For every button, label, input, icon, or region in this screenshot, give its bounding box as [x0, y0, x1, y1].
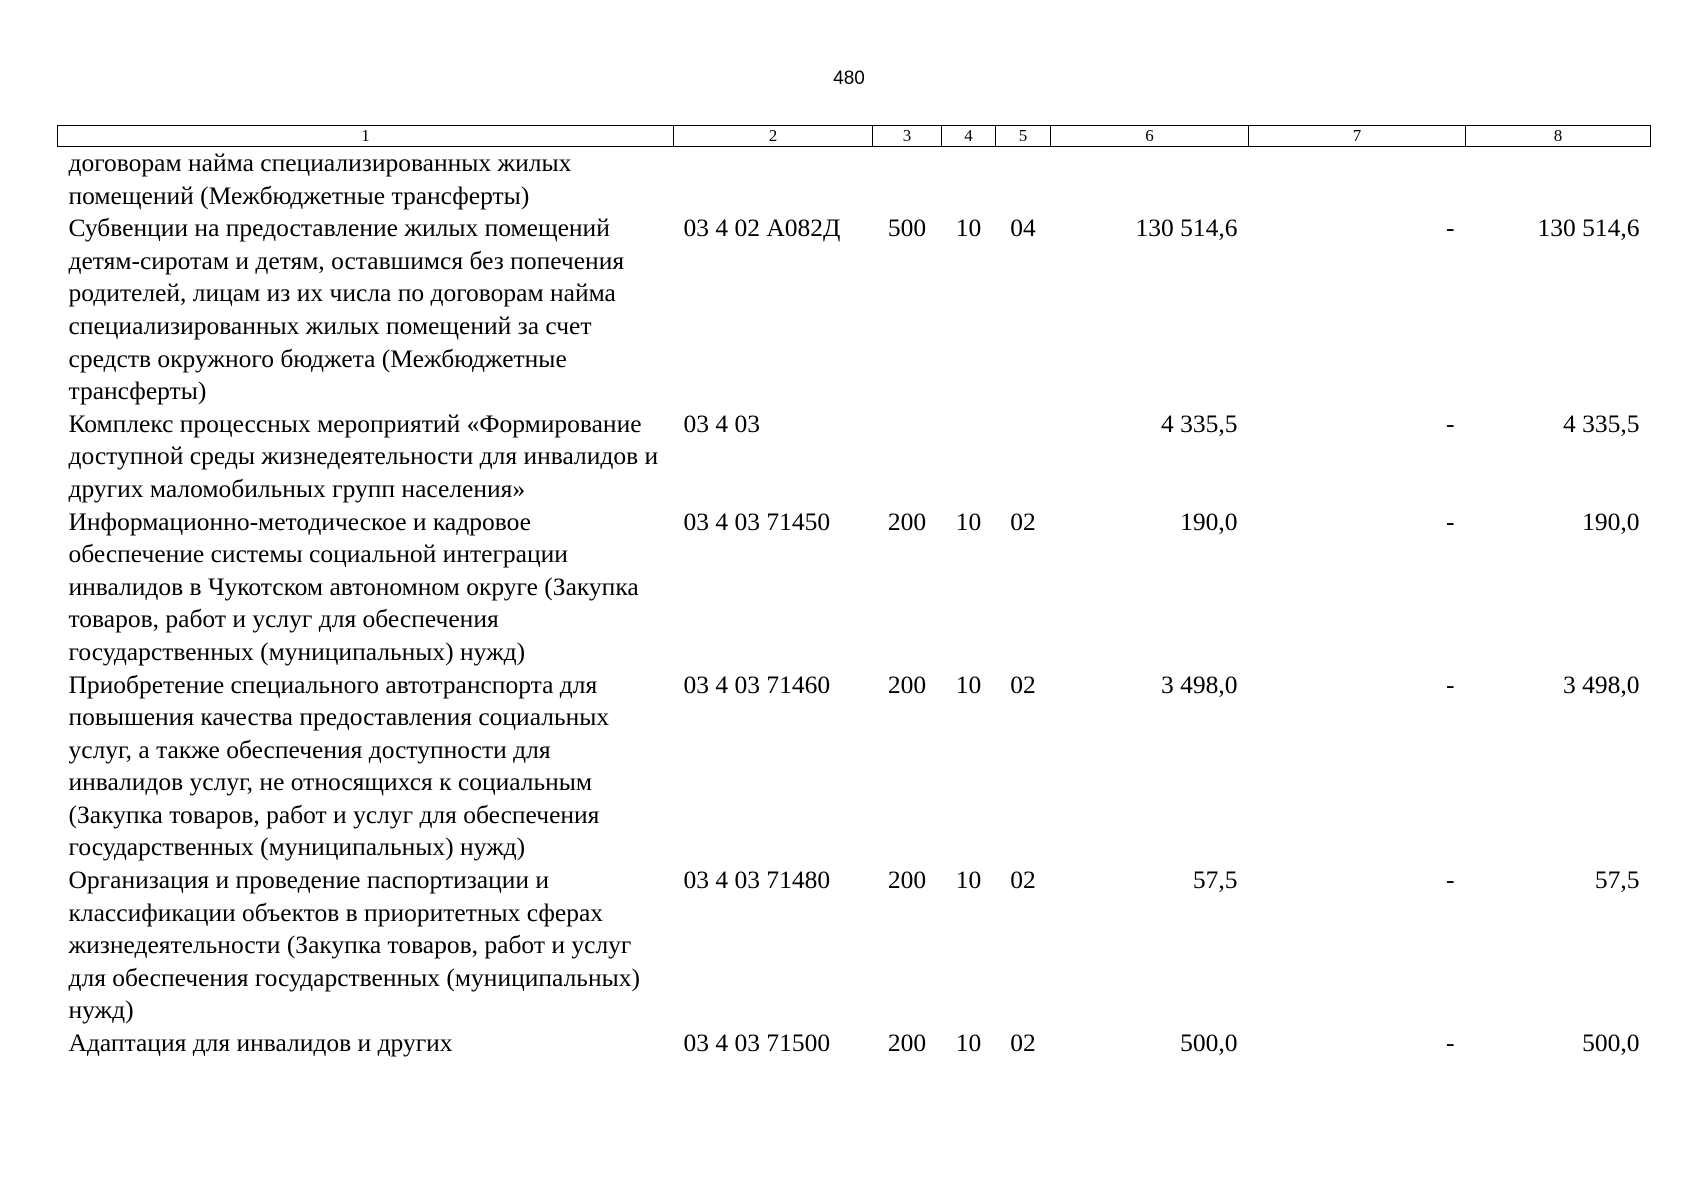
column-number-header: 3: [873, 126, 942, 147]
row-name-cell: договорам найма специализированных жилых помещений (Межбюджетные трансферты): [68, 148, 572, 210]
amount-column-7-cell: -: [1446, 213, 1455, 243]
target-article-code-cell: 03 4 03 71460: [683, 669, 831, 699]
row-name-cell: Организация и проведение паспортизации и классификации объектов в приоритетных сферах жизнедеятельности (Закупка товаров, работ и услуг для обеспечения государственных (муниципальных) нужд): [68, 865, 640, 1025]
table-row: [58, 1027, 1651, 1060]
subsection-code-cell: 02: [1010, 1028, 1036, 1058]
amount-column-7-cell: -: [1446, 408, 1455, 438]
row-name-cell: Информационно-методическое и кадровое обеспечение системы социальной интеграции инвалидов в Чукотском автономном округе (Закупка товаров, работ и услуг для обеспечения государственных (муниципальных) нужд): [68, 506, 639, 666]
amount-column-8-cell: 190,0: [1582, 506, 1640, 536]
subsection-code-cell: [996, 408, 1051, 506]
column-number-header: 6: [1051, 126, 1249, 147]
target-article-code-cell: 03 4 02 А082Д: [683, 213, 841, 243]
table-row: [58, 864, 1651, 1027]
target-article-code-cell: 03 4 03: [683, 408, 760, 438]
amount-column-8-cell: 57,5: [1594, 865, 1640, 895]
expense-type-cell: 200: [887, 506, 927, 536]
page-number: 480: [833, 68, 865, 89]
subsection-code-cell: 02: [1010, 865, 1036, 895]
amount-column-6-cell: 130 514,6: [1135, 213, 1238, 243]
table-row: [58, 408, 1651, 506]
amount-column-8-cell: 130 514,6: [1537, 213, 1640, 243]
section-code-cell: 10: [955, 506, 982, 536]
row-name-cell: Приобретение специального автотранспорта для повышения качества предоставления социальных услуг, а также обеспечения доступности для инвалидов услуг, не относящихся к социальным (Закупка товаров, работ и услуг для обеспечения государственных (муниципальных) нужд): [68, 669, 610, 862]
amount-column-6-cell: 3 498,0: [1161, 669, 1238, 699]
amount-column-7-cell: [1249, 147, 1466, 213]
column-number-header: 2: [674, 126, 873, 147]
column-number-header: 5: [996, 126, 1051, 147]
target-article-code-cell: 03 4 03 71450: [683, 506, 831, 536]
amount-column-7-cell: -: [1446, 1028, 1455, 1058]
section-code-cell: [942, 147, 996, 213]
target-article-code-cell: [674, 147, 873, 213]
column-number-row: [58, 126, 1651, 147]
row-name-cell: Комплекс процессных мероприятий «Формирование доступной среды жизнедеятельности для инвалидов и других маломобильных групп населения»: [68, 408, 659, 503]
subsection-code-cell: 04: [1010, 213, 1036, 243]
amount-column-7-cell: -: [1446, 669, 1455, 699]
expense-type-cell: 500: [887, 213, 927, 243]
column-number-header: 8: [1466, 126, 1651, 147]
table-row: [58, 506, 1651, 669]
section-code-cell: 10: [955, 865, 982, 895]
budget-table: [57, 125, 1651, 1060]
amount-column-6-cell: [1051, 147, 1249, 213]
column-number-header: 1: [58, 126, 674, 147]
amount-column-6-cell: 4 335,5: [1161, 408, 1238, 438]
target-article-code-cell: 03 4 03 71480: [683, 865, 831, 895]
column-number-header: 4: [942, 126, 996, 147]
row-name-cell: Субвенции на предоставление жилых помещений детям-сиротам и детям, оставшимся без попечения родителей, лицам из их числа по договорам найма специализированных жилых помещений за счет средств окружного бюджета (Межбюджетные трансферты): [68, 213, 625, 406]
subsection-code-cell: [996, 147, 1051, 213]
amount-column-7-cell: -: [1446, 506, 1455, 536]
expense-type-cell: [873, 147, 942, 213]
amount-column-8-cell: 500,0: [1582, 1028, 1640, 1058]
expense-type-cell: 200: [887, 1028, 927, 1058]
amount-column-8-cell: 4 335,5: [1563, 408, 1640, 438]
amount-column-6-cell: 500,0: [1180, 1028, 1238, 1058]
section-code-cell: 10: [955, 213, 982, 243]
expense-type-cell: [873, 408, 942, 506]
column-number-header: 7: [1249, 126, 1466, 147]
target-article-code-cell: 03 4 03 71500: [683, 1028, 831, 1058]
amount-column-8-cell: [1466, 147, 1651, 213]
section-code-cell: [942, 408, 996, 506]
section-code-cell: 10: [955, 1028, 982, 1058]
row-name-cell: Адаптация для инвалидов и других: [68, 1028, 453, 1058]
amount-column-8-cell: 3 498,0: [1563, 669, 1640, 699]
amount-column-6-cell: 57,5: [1192, 865, 1238, 895]
table-row: [58, 212, 1651, 408]
amount-column-7-cell: -: [1446, 865, 1455, 895]
expense-type-cell: 200: [887, 865, 927, 895]
subsection-code-cell: 02: [1010, 669, 1036, 699]
amount-column-6-cell: 190,0: [1180, 506, 1238, 536]
expense-type-cell: 200: [887, 669, 927, 699]
table-row: [58, 669, 1651, 865]
section-code-cell: 10: [955, 669, 982, 699]
table-row: [58, 147, 1651, 213]
subsection-code-cell: 02: [1010, 506, 1036, 536]
